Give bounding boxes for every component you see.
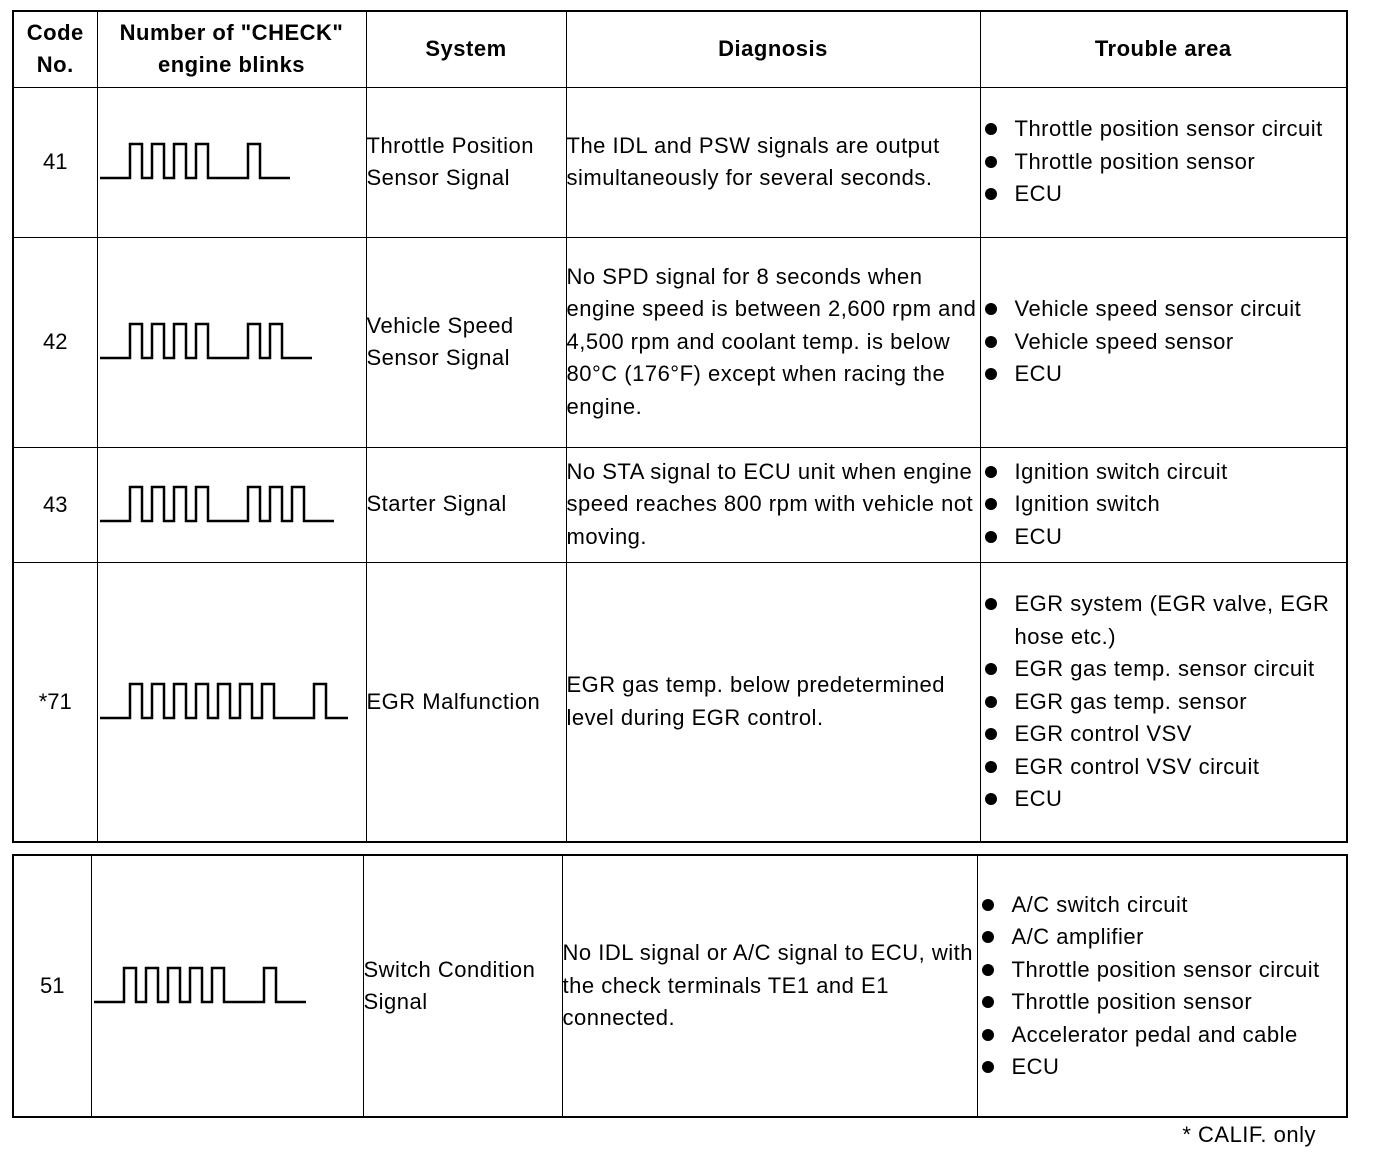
trouble-item: ECU <box>981 521 1347 554</box>
trouble-item: ECU <box>981 178 1347 211</box>
code-row-41 <box>13 87 1347 237</box>
trouble-item: ECU <box>981 358 1347 391</box>
trouble-item: Throttle position sensor circuit <box>981 113 1347 146</box>
header-row <box>13 11 1347 87</box>
code-number: *71 <box>13 562 97 842</box>
trouble-item: EGR gas temp. sensor circuit <box>981 653 1347 686</box>
trouble-area <box>980 237 1347 447</box>
code-number: 43 <box>13 447 97 562</box>
trouble-area <box>980 87 1347 237</box>
trouble-item: ECU <box>978 1051 1347 1084</box>
blink-cell <box>97 237 366 447</box>
trouble-item: EGR control VSV <box>981 718 1347 751</box>
system-name: EGR Malfunction <box>366 562 566 842</box>
code-row-43 <box>13 447 1347 562</box>
diagnostic-code-table <box>12 10 1348 843</box>
blink-waveform <box>100 487 334 521</box>
trouble-item: Ignition switch <box>981 488 1347 521</box>
diagnosis-text: EGR gas temp. below predetermined level during EGR control. <box>566 562 980 842</box>
code-row-42 <box>13 237 1347 447</box>
footnote: * CALIF. only <box>1182 1122 1316 1147</box>
trouble-item: EGR control VSV circuit <box>981 751 1347 784</box>
trouble-item: Accelerator pedal and cable <box>978 1019 1347 1052</box>
trouble-area <box>980 447 1347 562</box>
trouble-item: Throttle position sensor circuit <box>978 954 1347 987</box>
code-row-51 <box>13 855 1347 1117</box>
trouble-list <box>981 113 1347 211</box>
blink-pattern-icon <box>98 475 348 535</box>
blink-cell <box>97 87 366 237</box>
blink-pattern-icon <box>92 956 342 1016</box>
trouble-item: Vehicle speed sensor circuit <box>981 293 1347 326</box>
blink-waveform <box>100 684 348 718</box>
trouble-area <box>977 855 1347 1117</box>
trouble-item: A/C switch circuit <box>978 889 1347 922</box>
header-trouble: Trouble area <box>980 11 1347 87</box>
code-row-71 <box>13 562 1347 842</box>
header-diagnosis: Diagnosis <box>566 11 980 87</box>
blink-waveform <box>100 144 290 178</box>
trouble-list <box>981 293 1347 391</box>
trouble-item: Throttle position sensor <box>981 146 1347 179</box>
blink-waveform <box>100 324 312 358</box>
header-code: Code No. <box>13 11 97 87</box>
diagnosis-text: No IDL signal or A/C signal to ECU, with the check terminals TE1 and E1 connected. <box>562 855 977 1117</box>
trouble-area <box>980 562 1347 842</box>
trouble-item: A/C amplifier <box>978 921 1347 954</box>
header-blinks: Number of "CHECK" engine blinks <box>97 11 366 87</box>
trouble-list <box>981 456 1347 554</box>
blink-pattern-icon <box>98 672 348 732</box>
blink-waveform <box>94 968 306 1002</box>
code-number: 41 <box>13 87 97 237</box>
trouble-list <box>978 889 1347 1084</box>
blink-pattern-icon <box>98 312 348 372</box>
diagnosis-text: No SPD signal for 8 seconds when engine speed is between 2,600 rpm and 4,500 rpm and coolant temp. is below 80°C (176°F) except when racing the engine. <box>566 237 980 447</box>
trouble-item: EGR gas temp. sensor <box>981 686 1347 719</box>
diagnosis-text: No STA signal to ECU unit when engine speed reaches 800 rpm with vehicle not moving. <box>566 447 980 562</box>
trouble-item: ECU <box>981 783 1347 816</box>
trouble-list <box>981 588 1347 816</box>
system-name: Switch Condition Signal <box>363 855 562 1117</box>
trouble-item: Throttle position sensor <box>978 986 1347 1019</box>
blink-cell <box>97 562 366 842</box>
blink-cell <box>91 855 363 1117</box>
system-name: Vehicle Speed Sensor Signal <box>366 237 566 447</box>
blink-pattern-icon <box>98 132 348 192</box>
diagnostic-code-table-second <box>12 854 1348 1118</box>
system-name: Starter Signal <box>366 447 566 562</box>
blink-cell <box>97 447 366 562</box>
trouble-item: EGR system (EGR valve, EGR hose etc.) <box>981 588 1347 653</box>
code-number: 42 <box>13 237 97 447</box>
system-name: Throttle Position Sensor Signal <box>366 87 566 237</box>
header-system: System <box>366 11 566 87</box>
trouble-item: Ignition switch circuit <box>981 456 1347 489</box>
trouble-item: Vehicle speed sensor <box>981 326 1347 359</box>
diagnosis-text: The IDL and PSW signals are output simultaneously for several seconds. <box>566 87 980 237</box>
code-number: 51 <box>13 855 91 1117</box>
